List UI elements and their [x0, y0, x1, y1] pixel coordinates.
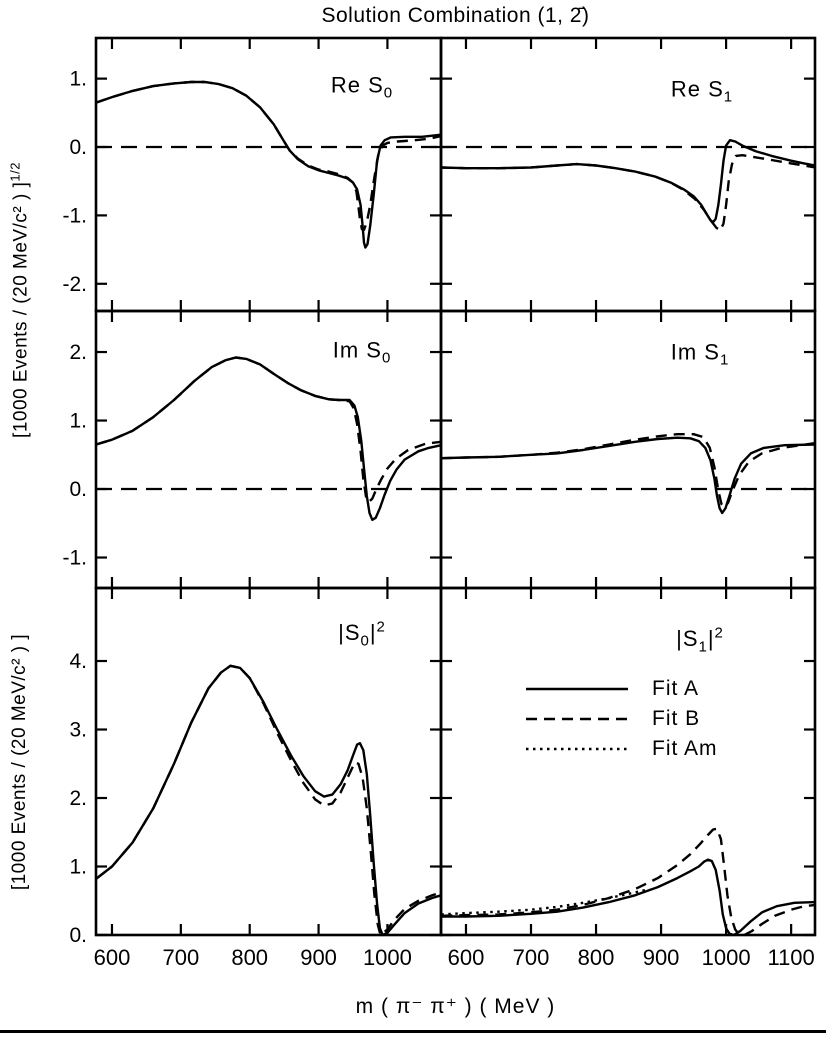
y-tick-label: 0.: [69, 924, 87, 947]
curve-fit-a: [96, 358, 441, 520]
curve-fit-b: [441, 434, 815, 507]
y-tick-label: 1.: [69, 855, 87, 879]
curve-fit-a: [441, 140, 815, 222]
curve-fit-a: [96, 82, 441, 248]
y-tick-label: -1.: [62, 204, 87, 228]
x-axis-label: m ( π⁻ π⁺ ) ( MeV ): [355, 995, 556, 1018]
y-axis-label-top-exponent: 1/2: [7, 162, 23, 182]
panel-label-part: 1: [723, 88, 734, 106]
legend-row: [524, 674, 718, 704]
panel-label-re-s1: [671, 76, 733, 105]
y-tick-label: 2.: [69, 341, 87, 365]
panel-label-im-s1: [671, 339, 730, 368]
panel-label-part: Re S: [330, 72, 384, 98]
panel-label-part: 2: [714, 624, 724, 642]
panel-im-s1: [441, 311, 815, 588]
curve-fit-a: [441, 860, 815, 935]
curve-fit-b: [441, 829, 815, 935]
figure-title: Solution Combination (1, 2̄): [321, 4, 590, 27]
panel-label-part: Re S: [670, 76, 724, 102]
curve-fit-a: [441, 438, 815, 513]
panel-label-part: Im S: [332, 337, 382, 363]
y-tick-label: 3.: [69, 718, 87, 742]
x-tick-label: 1000: [362, 945, 412, 970]
x-tick-label: 900: [642, 945, 680, 970]
legend-row: [524, 704, 718, 734]
panel-label-re-s0: [331, 72, 393, 101]
panel-label-part: |S: [338, 619, 361, 645]
x-tick-label: 800: [231, 945, 269, 970]
x-tick-label: 800: [577, 945, 615, 970]
y-tick-label: 0.: [69, 478, 87, 502]
panel-label-part: 0: [383, 84, 394, 102]
panel-label-part: 1: [698, 638, 708, 656]
x-tick-label: 600: [447, 945, 485, 970]
bottom-rule: [0, 1030, 826, 1033]
panel-border: [96, 588, 441, 935]
y-tick-label: 1.: [69, 409, 87, 433]
panel-label-im-s0: [333, 337, 392, 366]
legend-label: Fit B: [652, 707, 701, 730]
x-tick-label: 1000: [701, 945, 751, 970]
x-tick-label: 900: [300, 945, 337, 970]
panel-label-s1-squared: [676, 625, 724, 656]
y-axis-label-top-text: [1000 Events / (20 MeV/c² ) ]: [10, 181, 32, 438]
y-tick-label: -2.: [62, 272, 87, 296]
panel-s1-squared: [441, 588, 815, 970]
panel-label-part: |S: [676, 625, 699, 651]
y-tick-label: 4.: [69, 650, 87, 674]
legend-label: Fit A: [652, 677, 700, 700]
x-tick-label: 1100: [767, 945, 815, 970]
y-tick-label: 1.: [69, 67, 87, 91]
legend-row: [524, 734, 718, 764]
y-axis-label-bottom-text: [1000 Events / (20 MeV/c² ) ]: [9, 633, 30, 891]
panel-label-part: 2: [376, 618, 386, 636]
curve-fit-am: [441, 889, 649, 914]
legend-sample-solid-line: [524, 674, 630, 704]
y-tick-label: 2.: [69, 787, 87, 811]
panel-label-part: Im S: [670, 339, 720, 365]
legend: [524, 674, 718, 764]
x-tick-label: 600: [93, 945, 131, 970]
y-tick-label: 0.: [69, 136, 87, 160]
panel-label-part: 0: [360, 632, 370, 650]
panel-re-s1: [441, 38, 815, 311]
panel-border: [441, 38, 815, 311]
y-axis-label-top: [7, 162, 32, 438]
panel-label-part: 1: [719, 351, 730, 369]
curve-fit-a: [96, 666, 441, 935]
legend-sample-dashed-line: [524, 704, 630, 734]
panel-label-part: |: [707, 625, 715, 651]
panel-label-s0-squared: [338, 619, 386, 650]
y-axis-label-bottom: [9, 634, 31, 890]
legend-label: Fit Am: [652, 737, 718, 760]
x-tick-label: 700: [512, 945, 550, 970]
curve-fit-b: [441, 155, 815, 230]
legend-sample-dotted-line: [524, 734, 630, 764]
panel-label-part: 0: [381, 349, 392, 367]
curve-fit-b: [96, 82, 441, 230]
x-tick-label: 700: [162, 945, 200, 970]
curve-fit-b: [96, 666, 441, 935]
y-tick-label: -1.: [62, 546, 87, 570]
panel-label-part: |: [369, 619, 377, 645]
